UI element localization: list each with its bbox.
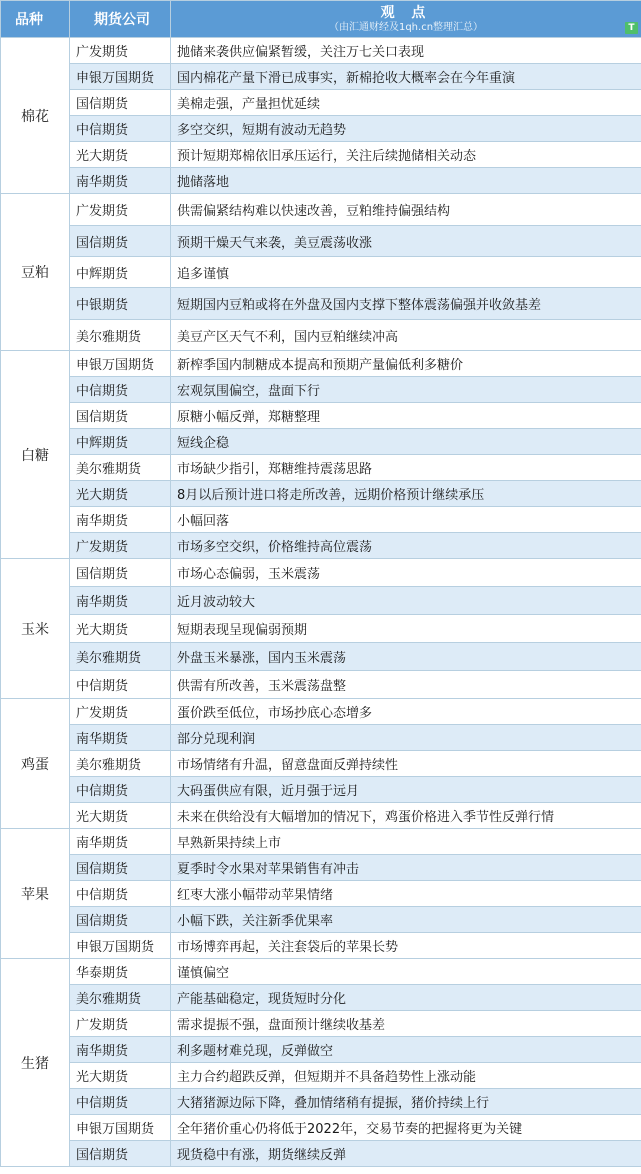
table-row	[1, 377, 641, 403]
table-row	[1, 959, 641, 985]
table-row	[1, 142, 641, 168]
table-row	[1, 194, 641, 226]
firm-cell: 美尔雅期货	[70, 643, 171, 671]
view-cell: 市场博弈再起，关注套袋后的苹果长势	[171, 933, 641, 959]
table-row	[1, 587, 641, 615]
firm-cell: 美尔雅期货	[70, 320, 171, 351]
table-header-row	[1, 1, 641, 38]
firm-cell: 南华期货	[70, 725, 171, 751]
category-cell: 豆粕	[1, 194, 70, 351]
table-row	[1, 116, 641, 142]
view-cell: 抛储落地	[171, 168, 641, 194]
table-row	[1, 288, 641, 320]
table-row	[1, 1141, 641, 1167]
firm-cell: 广发期货	[70, 533, 171, 559]
firm-cell: 国信期货	[70, 907, 171, 933]
table-row	[1, 429, 641, 455]
table-row	[1, 64, 641, 90]
view-cell: 国内棉花产量下滑已成事实，新棉抢收大概率会在今年重演	[171, 64, 641, 90]
view-cell: 市场缺少指引，郑糖维持震荡思路	[171, 455, 641, 481]
table-row	[1, 455, 641, 481]
firm-cell: 广发期货	[70, 38, 171, 64]
view-cell: 需求提振不强，盘面预计继续收基差	[171, 1011, 641, 1037]
view-cell: 短期国内豆粕或将在外盘及国内支撑下整体震荡偏强并收敛基差	[171, 288, 641, 320]
table-row	[1, 38, 641, 64]
table-row	[1, 855, 641, 881]
view-cell: 现货稳中有涨，期货继续反弹	[171, 1141, 641, 1167]
category-cell: 白糖	[1, 351, 70, 559]
view-cell: 谨慎偏空	[171, 959, 641, 985]
table-row	[1, 803, 641, 829]
firm-cell: 中信期货	[70, 881, 171, 907]
table-row	[1, 829, 641, 855]
header-view-subtitle: （由汇通财经及1qh.cn整理汇总）	[328, 21, 484, 33]
view-cell: 红枣大涨小幅带动苹果情绪	[171, 881, 641, 907]
view-cell: 外盘玉米暴涨，国内玉米震荡	[171, 643, 641, 671]
category-cell: 棉花	[1, 38, 70, 194]
view-cell: 原糖小幅反弹，郑糖整理	[171, 403, 641, 429]
view-cell: 多空交织，短期有波动无趋势	[171, 116, 641, 142]
view-cell: 早熟新果持续上市	[171, 829, 641, 855]
view-cell: 部分兑现利润	[171, 725, 641, 751]
t-badge-icon: T	[625, 22, 638, 34]
firm-cell: 中信期货	[70, 671, 171, 699]
firm-cell: 光大期货	[70, 142, 171, 168]
firm-cell: 美尔雅期货	[70, 751, 171, 777]
firm-cell: 中辉期货	[70, 429, 171, 455]
view-cell: 近月波动较大	[171, 587, 641, 615]
view-cell: 未来在供给没有大幅增加的情况下，鸡蛋价格进入季节性反弹行情	[171, 803, 641, 829]
firm-cell: 中信期货	[70, 777, 171, 803]
category-cell: 玉米	[1, 559, 70, 699]
firm-cell: 华泰期货	[70, 959, 171, 985]
table-row	[1, 643, 641, 671]
firm-cell: 美尔雅期货	[70, 985, 171, 1011]
view-cell: 美豆产区天气不利，国内豆粕继续冲高	[171, 320, 641, 351]
category-cell: 鸡蛋	[1, 699, 70, 829]
firm-cell: 光大期货	[70, 1063, 171, 1089]
table-row	[1, 1011, 641, 1037]
table-row	[1, 507, 641, 533]
view-cell: 大猪猪源边际下降，叠加情绪稍有提振，猪价持续上行	[171, 1089, 641, 1115]
view-cell: 小幅回落	[171, 507, 641, 533]
table-row	[1, 725, 641, 751]
firm-cell: 国信期货	[70, 855, 171, 881]
firm-cell: 申银万国期货	[70, 351, 171, 377]
firm-cell: 中辉期货	[70, 257, 171, 288]
table-row	[1, 90, 641, 116]
firm-cell: 国信期货	[70, 90, 171, 116]
firm-cell: 南华期货	[70, 829, 171, 855]
table-row	[1, 1063, 641, 1089]
table-row	[1, 403, 641, 429]
firm-cell: 国信期货	[70, 403, 171, 429]
view-cell: 主力合约超跌反弹，但短期并不具备趋势性上涨动能	[171, 1063, 641, 1089]
table-body	[1, 38, 641, 1167]
table-row	[1, 1037, 641, 1063]
firm-cell: 申银万国期货	[70, 64, 171, 90]
view-cell: 预计短期郑棉依旧承压运行，关注后续抛储相关动态	[171, 142, 641, 168]
view-cell: 宏观氛围偏空，盘面下行	[171, 377, 641, 403]
view-cell: 短线企稳	[171, 429, 641, 455]
table-row	[1, 671, 641, 699]
table-row	[1, 320, 641, 351]
view-cell: 追多谨慎	[171, 257, 641, 288]
table-row	[1, 751, 641, 777]
table-row	[1, 881, 641, 907]
header-view-title: 观 点	[380, 4, 432, 21]
view-cell: 小幅下跌，关注新季优果率	[171, 907, 641, 933]
table-row	[1, 351, 641, 377]
view-cell: 8月以后预计进口将走所改善，远期价格预计继续承压	[171, 481, 641, 507]
firm-cell: 光大期货	[70, 615, 171, 643]
view-cell: 美棉走强，产量担忧延续	[171, 90, 641, 116]
firm-cell: 中信期货	[70, 116, 171, 142]
view-cell: 新榨季国内制糖成本提高和预期产量偏低利多糖价	[171, 351, 641, 377]
table-row	[1, 699, 641, 725]
firm-cell: 国信期货	[70, 559, 171, 587]
firm-cell: 申银万国期货	[70, 1115, 171, 1141]
header-firm: 期货公司	[70, 1, 171, 38]
firm-cell: 国信期货	[70, 226, 171, 257]
firm-cell: 南华期货	[70, 587, 171, 615]
table-row	[1, 933, 641, 959]
view-cell: 市场多空交织，价格维持高位震荡	[171, 533, 641, 559]
firm-cell: 美尔雅期货	[70, 455, 171, 481]
view-cell: 蛋价跌至低位，市场抄底心态增多	[171, 699, 641, 725]
firm-cell: 申银万国期货	[70, 933, 171, 959]
firm-cell: 光大期货	[70, 481, 171, 507]
view-cell: 大码蛋供应有限，近月强于远月	[171, 777, 641, 803]
table-row	[1, 907, 641, 933]
table-row	[1, 615, 641, 643]
header-category: 品种	[1, 1, 70, 38]
firm-cell: 南华期货	[70, 168, 171, 194]
table-row	[1, 559, 641, 587]
table-row	[1, 533, 641, 559]
view-cell: 市场情绪有升温，留意盘面反弹持续性	[171, 751, 641, 777]
firm-cell: 南华期货	[70, 507, 171, 533]
category-cell: 苹果	[1, 829, 70, 959]
header-view	[171, 1, 641, 38]
view-cell: 抛储来袭供应偏紧暂缓，关注万七关口表现	[171, 38, 641, 64]
firm-cell: 广发期货	[70, 699, 171, 725]
table-row	[1, 481, 641, 507]
view-cell: 产能基础稳定，现货短时分化	[171, 985, 641, 1011]
table-row	[1, 1089, 641, 1115]
firm-cell: 中信期货	[70, 1089, 171, 1115]
view-cell: 预期干燥天气来袭，美豆震荡收涨	[171, 226, 641, 257]
table-row	[1, 1115, 641, 1141]
view-cell: 全年猪价重心仍将低于2022年，交易节奏的把握将更为关键	[171, 1115, 641, 1141]
view-cell: 夏季时令水果对苹果销售有冲击	[171, 855, 641, 881]
table-row	[1, 168, 641, 194]
view-cell: 供需有所改善，玉米震荡盘整	[171, 671, 641, 699]
view-cell: 利多题材难兑现，反弹做空	[171, 1037, 641, 1063]
table-row	[1, 985, 641, 1011]
firm-cell: 南华期货	[70, 1037, 171, 1063]
category-cell: 生猪	[1, 959, 70, 1167]
table-row	[1, 777, 641, 803]
firm-cell: 光大期货	[70, 803, 171, 829]
view-cell: 市场心态偏弱，玉米震荡	[171, 559, 641, 587]
view-cell: 供需偏紧结构难以快速改善，豆粕维持偏强结构	[171, 194, 641, 226]
firm-cell: 广发期货	[70, 1011, 171, 1037]
table-row	[1, 257, 641, 288]
firm-cell: 国信期货	[70, 1141, 171, 1167]
firm-cell: 广发期货	[70, 194, 171, 226]
table-row	[1, 226, 641, 257]
view-cell: 短期表现呈现偏弱预期	[171, 615, 641, 643]
firm-cell: 中银期货	[70, 288, 171, 320]
firm-cell: 中信期货	[70, 377, 171, 403]
